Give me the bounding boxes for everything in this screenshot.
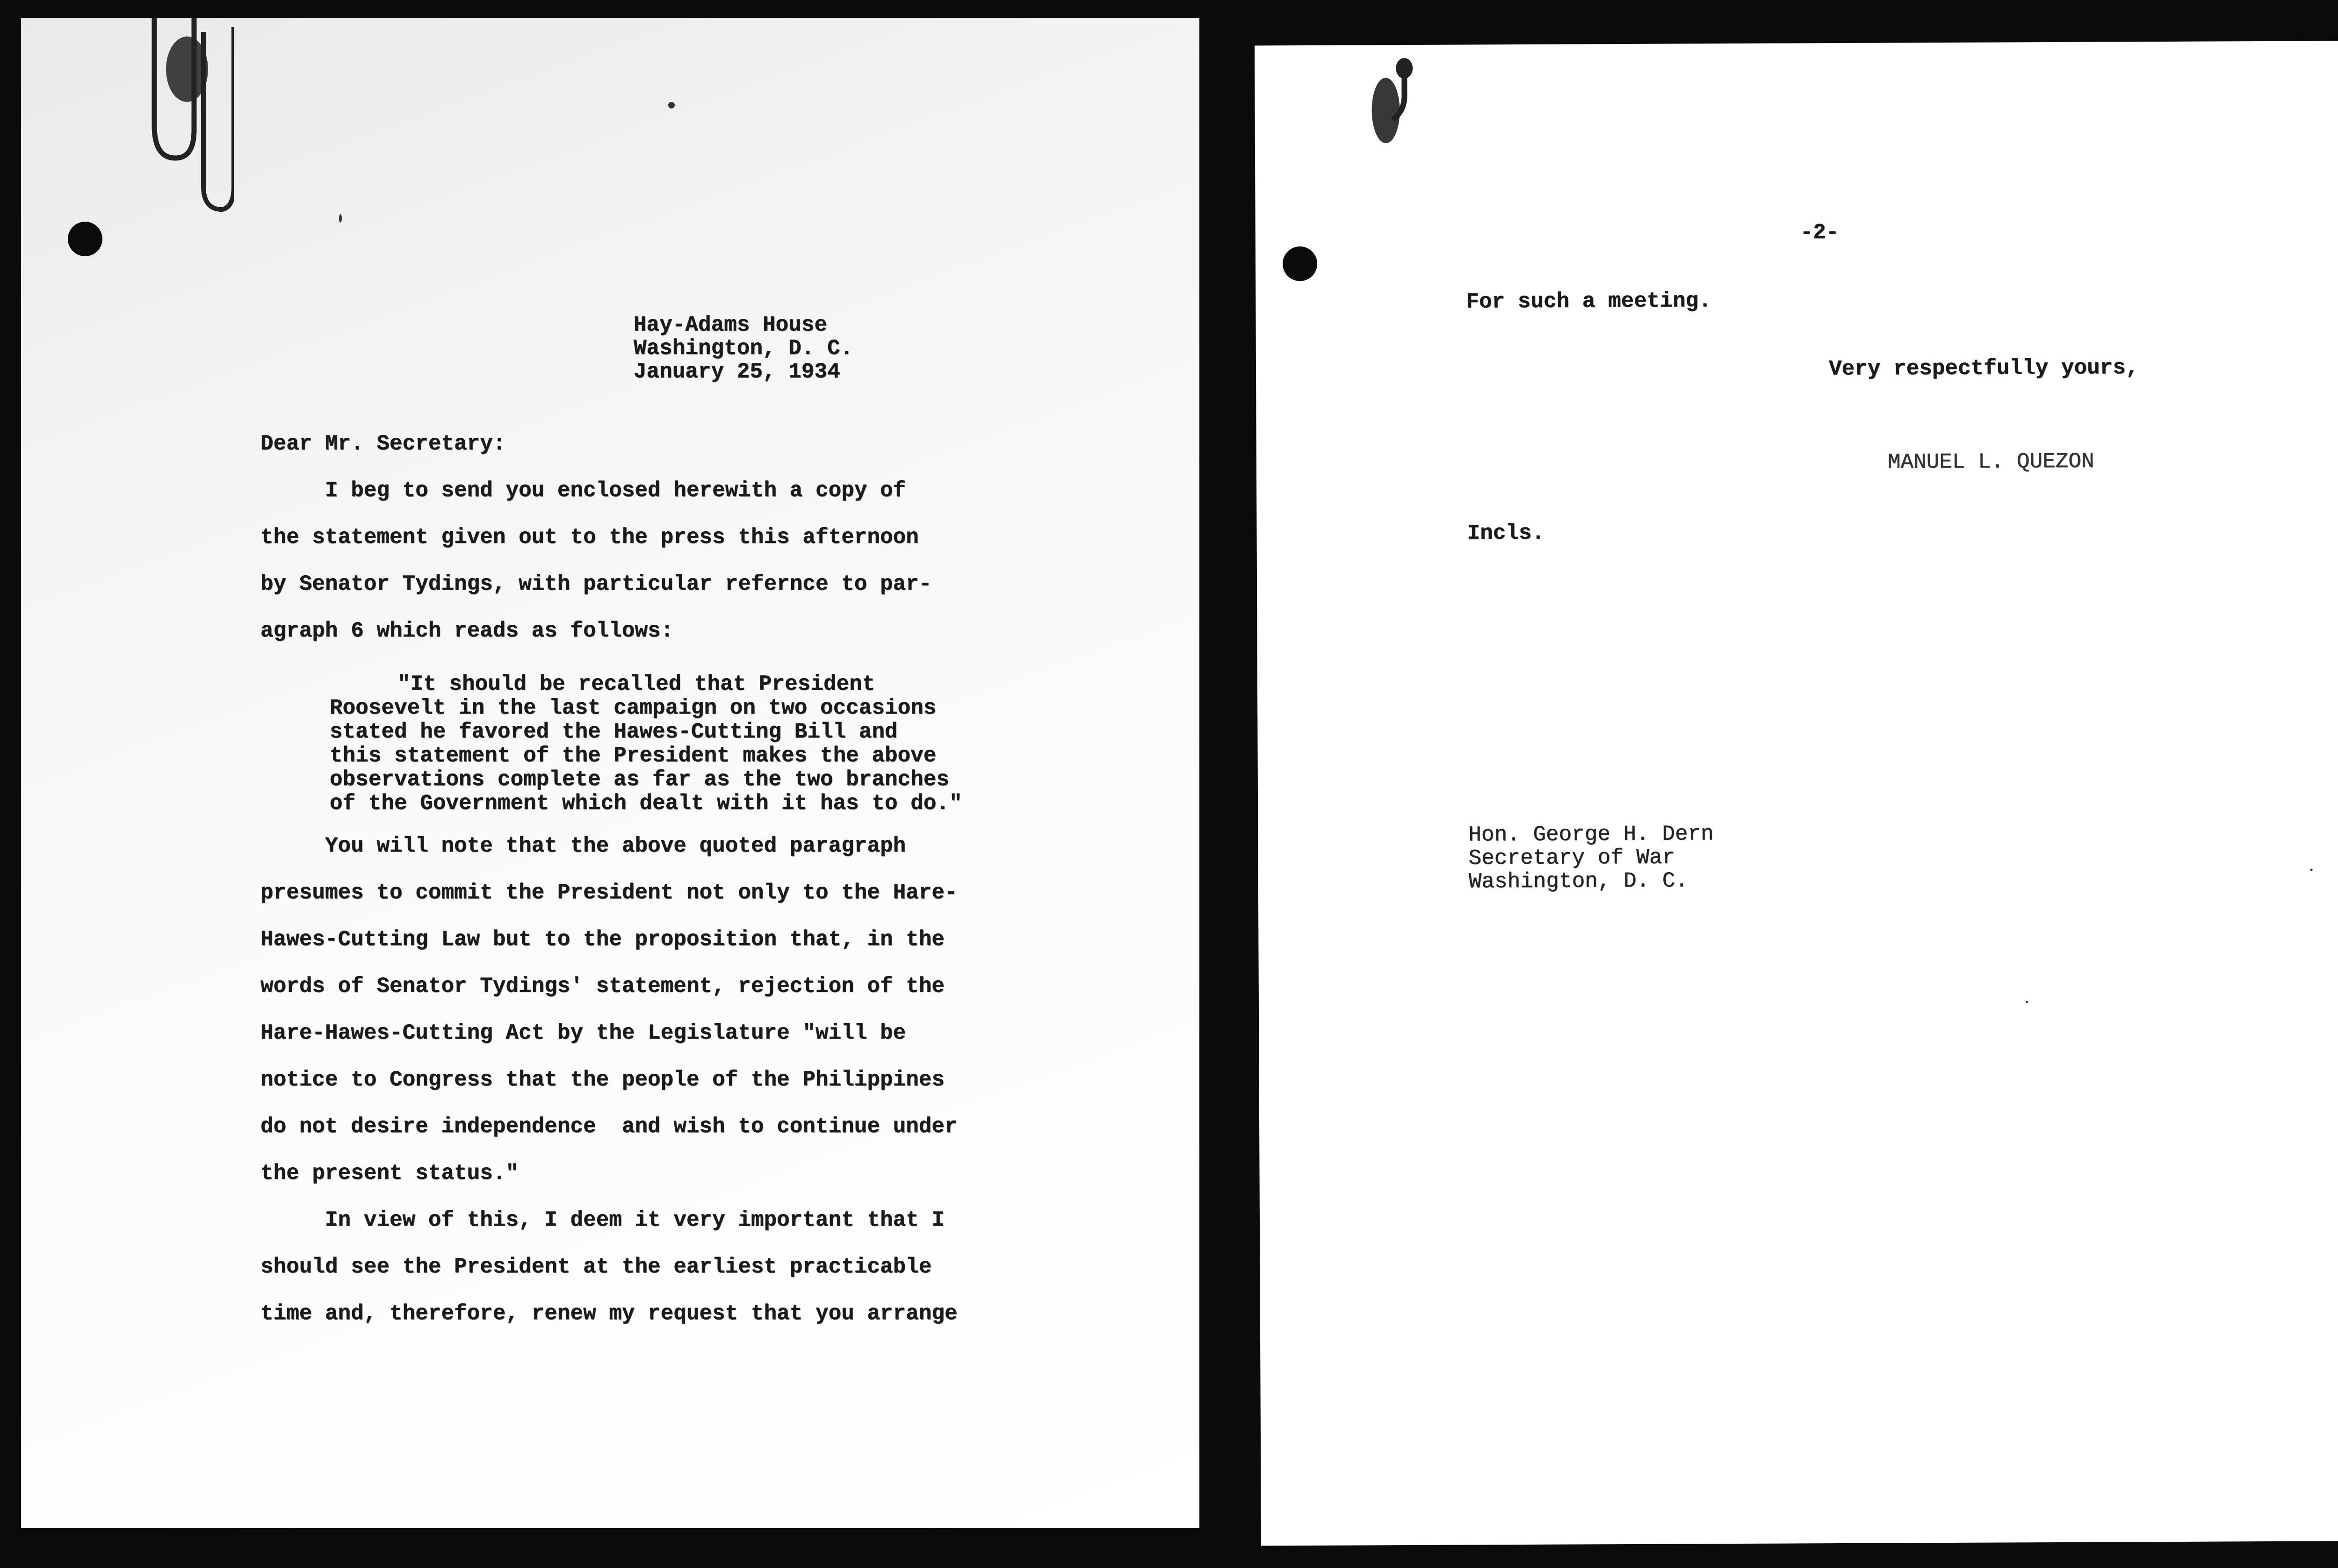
- paper-clip-icon: [1364, 54, 1421, 158]
- paragraph-1-line: by Senator Tydings, with particular refernce to par-: [260, 572, 932, 596]
- address-line-1: Hay-Adams House: [634, 313, 828, 337]
- quote-line: Roosevelt in the last campaign on two occasions: [330, 696, 937, 720]
- punch-hole: [68, 222, 102, 256]
- recipient-name: Hon. George H. Dern: [1468, 822, 1714, 847]
- paragraph-3-line: should see the President at the earliest practicable: [260, 1255, 932, 1279]
- complimentary-close: Very respectfully yours,: [1828, 355, 2139, 382]
- date-line: January 25, 1934: [634, 360, 840, 384]
- paragraph-2-line: words of Senator Tydings' statement, rejection of the: [260, 974, 945, 998]
- paragraph-2-line: You will note that the above quoted paragraph: [260, 834, 906, 858]
- ink-speck: [2026, 1001, 2028, 1003]
- ink-speck: [668, 102, 675, 108]
- enclosures-note: Incls.: [1467, 520, 1545, 546]
- signature-name: MANUEL L. QUEZON: [1887, 449, 2094, 475]
- paragraph-1-line: I beg to send you enclosed herewith a copy of: [260, 478, 906, 503]
- letter-page-1: [21, 18, 1199, 1528]
- paragraph-3-line: In view of this, I deem it very important that I: [260, 1208, 945, 1232]
- quote-line: of the Government which dealt with it has to do.": [330, 791, 962, 816]
- paragraph-2-line: presumes to commit the President not only to the Hare-: [260, 881, 958, 905]
- quote-line: stated he favored the Hawes-Cutting Bill and: [330, 720, 898, 744]
- continuation-line: For such a meeting.: [1466, 289, 1712, 314]
- quote-line: "It should be recalled that President: [397, 672, 875, 696]
- quote-line: this statement of the President makes the above: [330, 744, 937, 768]
- page-number: -2-: [1800, 220, 1839, 245]
- quote-line: observations complete as far as the two branches: [330, 767, 950, 792]
- paragraph-2-line: do not desire independence and wish to continue under: [260, 1114, 958, 1139]
- letter-page-2: [1255, 41, 2338, 1546]
- paragraph-3-line: time and, therefore, renew my request that you arrange: [260, 1301, 958, 1326]
- ink-speck: [339, 214, 342, 223]
- paragraph-2-line: the present status.": [260, 1161, 519, 1185]
- recipient-city: Washington, D. C.: [1468, 868, 1689, 894]
- ink-speck: [2310, 869, 2313, 871]
- punch-hole: [1283, 246, 1317, 281]
- paragraph-1-line: the statement given out to the press this afternoon: [260, 525, 919, 549]
- paragraph-2-line: Hawes-Cutting Law but to the proposition that, in the: [260, 927, 945, 952]
- paragraph-1-line: agraph 6 which reads as follows:: [260, 619, 674, 643]
- paragraph-2-line: Hare-Hawes-Cutting Act by the Legislature "will be: [260, 1021, 906, 1045]
- recipient-title: Secretary of War: [1468, 845, 1675, 871]
- paper-clip-icon: [140, 18, 234, 214]
- paragraph-2-line: notice to Congress that the people of the Philippines: [260, 1068, 945, 1092]
- salutation: Dear Mr. Secretary:: [260, 432, 506, 456]
- address-line-2: Washington, D. C.: [634, 336, 853, 361]
